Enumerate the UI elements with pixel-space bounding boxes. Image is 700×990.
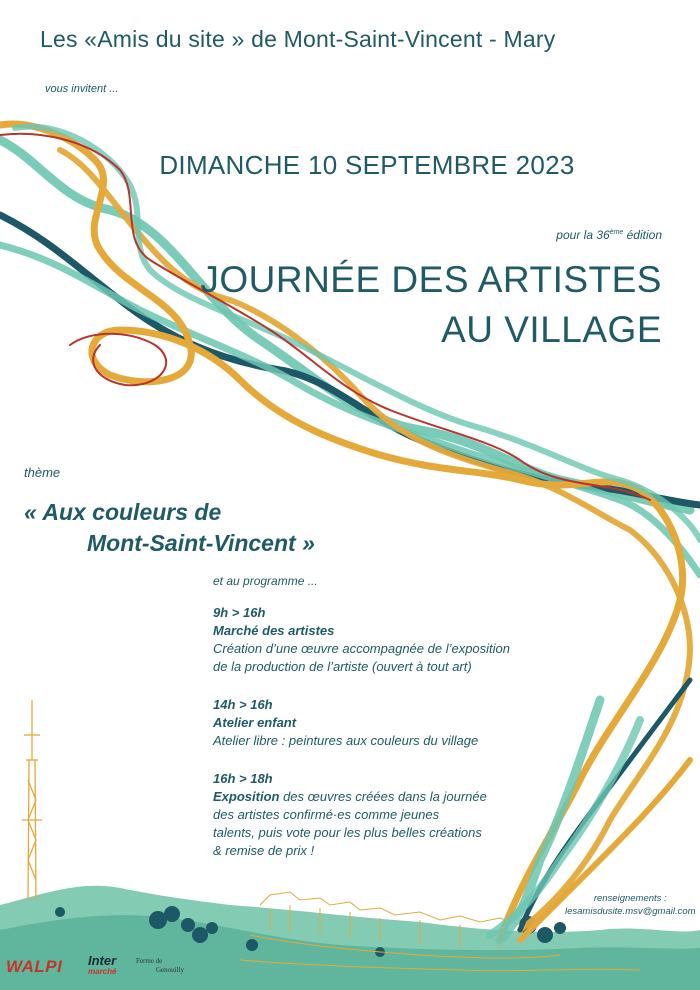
hosts-heading: Les «Amis du site » de Mont-Saint-Vincent - Mary	[40, 26, 556, 52]
theme-title	[24, 497, 315, 559]
event-title-line2: AU VILLAGE	[441, 309, 662, 350]
theme-title-line2: Mont-Saint-Vincent »	[87, 530, 315, 556]
edition-sup: ème	[609, 229, 624, 236]
program-label: et au programme ...	[213, 574, 318, 588]
program-desc-line	[213, 788, 487, 806]
intermarche-logo-bottom: marché	[88, 967, 117, 976]
edition-text	[556, 228, 662, 242]
intermarche-logo	[88, 955, 116, 977]
sponsor-logos	[6, 955, 236, 985]
event-date: DIMANCHE 10 SEPTEMBRE 2023	[159, 150, 575, 180]
program-desc-line: de la production de l’artiste (ouvert à tout art)	[213, 659, 472, 674]
edition-prefix: pour la 36	[556, 228, 610, 242]
program-desc-line: & remise de prix !	[213, 843, 315, 858]
contact-email[interactable]: lesamisdusite.msv@gmail.com	[565, 906, 696, 917]
theme-title-line1: « Aux couleurs de	[24, 499, 222, 525]
antenna-tower	[22, 700, 42, 900]
contact-block	[565, 892, 696, 918]
edition-suffix: édition	[623, 228, 662, 242]
program-item	[213, 604, 510, 676]
program-name: Exposition	[213, 789, 280, 804]
program-item	[213, 770, 487, 860]
program-desc-line: des artistes confirmé·es comme jeunes	[213, 807, 440, 822]
genouilly-logo-bottom: Genouilly	[156, 966, 184, 974]
genouilly-logo	[136, 957, 184, 975]
event-title	[200, 255, 662, 355]
contact-label: renseignements :	[593, 893, 667, 904]
genouilly-logo-top: Ferme de	[136, 957, 163, 965]
program-desc-line: Création d’une œuvre accompagnée de l’exposition	[213, 641, 511, 656]
program-time: 9h > 16h	[213, 605, 266, 620]
program-desc-line: Atelier libre : peintures aux couleurs du village	[213, 733, 479, 748]
walpi-logo-text: WALPI	[6, 957, 63, 976]
program-item	[213, 696, 478, 750]
program-time: 16h > 18h	[213, 771, 273, 786]
program-time: 14h > 16h	[213, 697, 273, 712]
theme-label: thème	[24, 465, 61, 480]
program-name: Atelier enfant	[213, 715, 297, 730]
program-name: Marché des artistes	[213, 623, 335, 638]
walpi-logo	[6, 957, 62, 977]
program-desc-line: talents, puis vote pour les plus belles créations	[213, 825, 482, 840]
program-desc-inline: des œuvres créées dans la journée	[279, 789, 487, 804]
invite-text: vous invitent ...	[45, 83, 119, 95]
intermarche-logo-top: Inter	[88, 953, 117, 968]
event-title-line1: JOURNÉE DES ARTISTES	[200, 259, 662, 300]
